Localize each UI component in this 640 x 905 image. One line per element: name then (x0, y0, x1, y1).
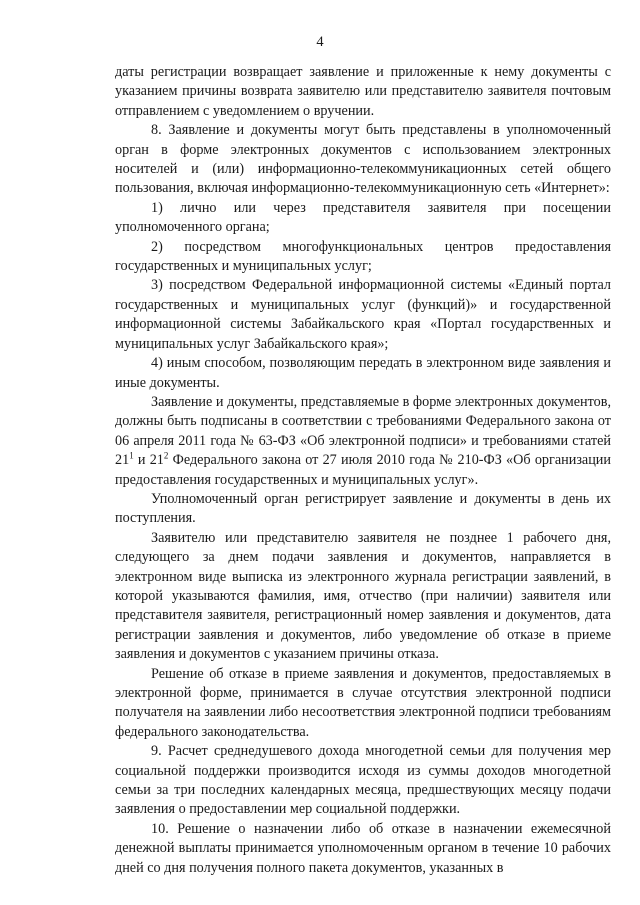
text-segment: и 21 (133, 452, 164, 469)
paragraph: 8. Заявление и документы могут быть представлены в уполномоченный орган в форме электронных документов с использованием электронных носителей и (или) информационно-телекоммуникационных сетей общего пользования, включая информационно-телекоммуникационную сеть «Интернет»: (115, 122, 611, 197)
document-body (115, 63, 611, 878)
paragraph: 3) посредством Федеральной информационной системы «Единый портал государственных и муниципальных услуг (функций)» и государственной информационной системы Забайкальского края «Портал государственных и муниципальных услуг Забайкальского края»; (115, 277, 611, 352)
paragraph: 4) иным способом, позволяющим передать в электронном виде заявления и иные документы. (115, 355, 611, 391)
superscript: 1 (129, 450, 134, 461)
paragraph: 9. Расчет среднедушевого дохода многодетной семьи для получения мер социальной поддержки производится исходя из суммы доходов многодетной семьи за три последних календарных месяца, предшествующих месяцу подачи заявления о предоставлении мер социальной поддержки. (115, 743, 611, 818)
text-segment: Федерального закона от 27 июля 2010 года № 210-ФЗ «Об организации предоставления государственных и муниципальных услуг». (115, 452, 611, 488)
paragraph: Заявителю или представителю заявителя не позднее 1 рабочего дня, следующего за днем подачи заявления и документов, направляется в электронном виде выписка из электронного журнала регистрации заявлений, в которой указываются фамилия, имя, отчество (при наличии) заявителя или представителя заявителя, регистрационный номер заявления и документов, дата регистрации заявления и документов, либо уведомление об отказе в приеме заявления и документов с указанием причины отказа. (115, 529, 611, 663)
paragraph (115, 393, 611, 490)
paragraph: Уполномоченный орган регистрирует заявление и документы в день их поступления. (115, 490, 611, 527)
paragraph: 2) посредством многофункциональных центров предоставления государственных и муниципальных услуг; (115, 238, 611, 275)
text-segment: Заявление и документы, представляемые в форме электронных документов, должны быть подписаны в соответствии с требованиями Федерального закона от 06 апреля 2011 года № 63-ФЗ «Об электронной подписи» и требованиями статей 21 (115, 393, 611, 469)
paragraph: 10. Решение о назначении либо об отказе в назначении ежемесячной денежной выплаты принимается уполномоченным органом в течение 10 рабочих дней со дня получения полного пакета документов, указанных в (115, 820, 611, 876)
paragraph: Решение об отказе в приеме заявления и документов, предоставляемых в электронной форме, принимается в случае отсутствия электронной подписи получателя на заявлении либо несоответствия электронной подписи требованиям федерального законодательства. (115, 665, 611, 740)
paragraph: 1) лично или через представителя заявителя при посещении уполномоченного органа; (115, 199, 611, 236)
paragraph: даты регистрации возвращает заявление и приложенные к нему документы с указанием причины возврата заявителю или представителю заявителя почтовым отправлением с уведомлением о вручении. (115, 64, 611, 119)
page-number: 4 (316, 34, 324, 50)
superscript: 2 (163, 450, 169, 461)
